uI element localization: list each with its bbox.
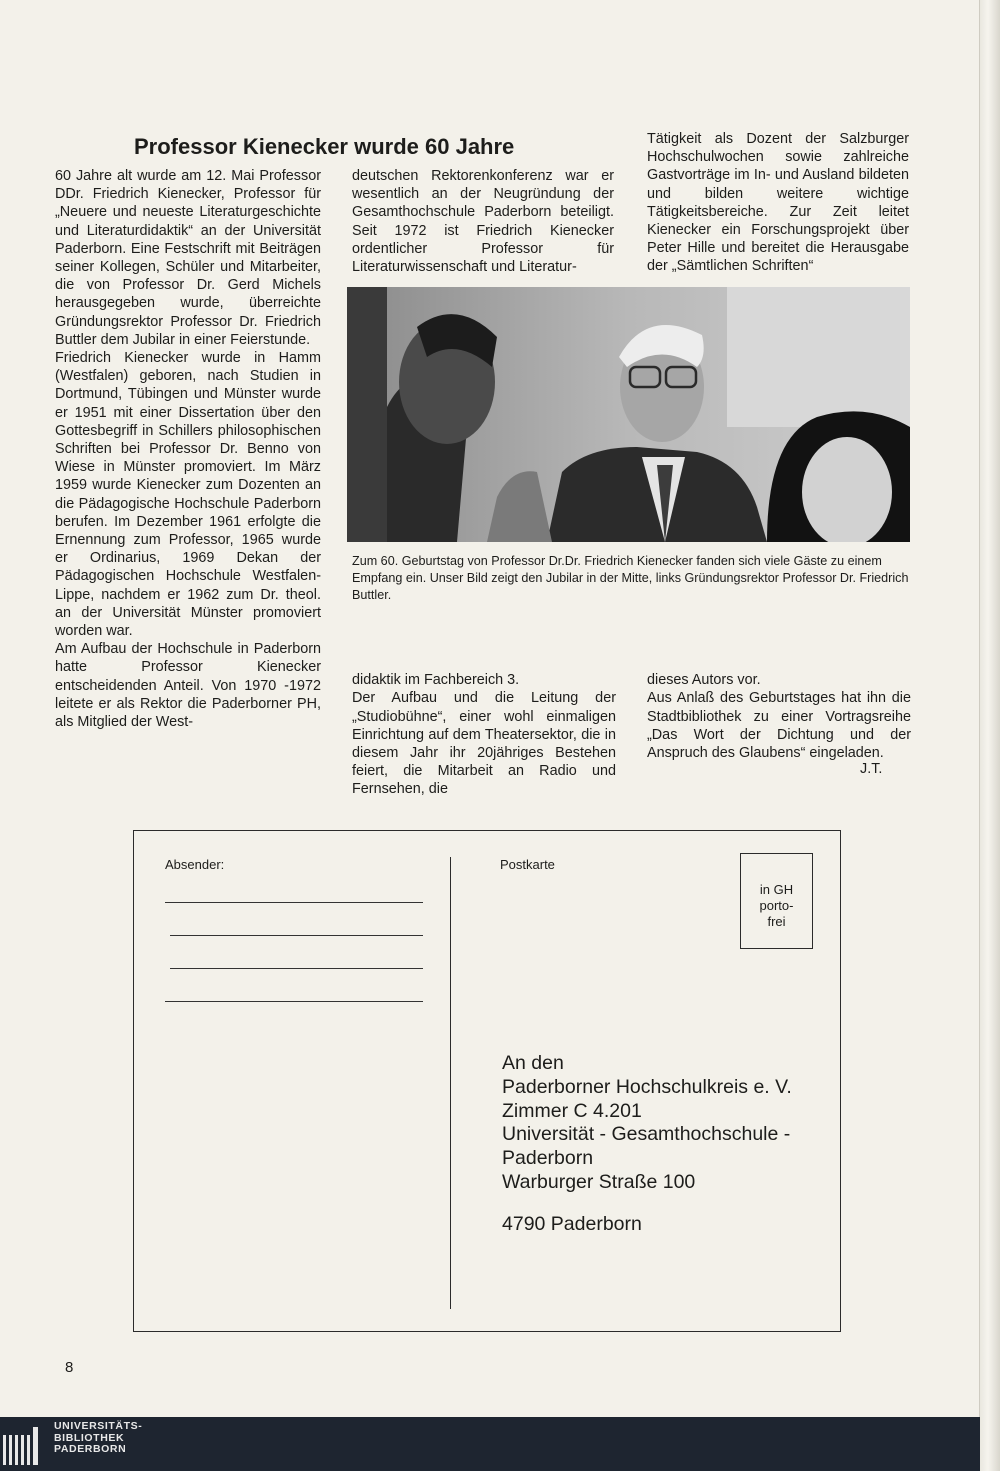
- library-footer-bar: [0, 1417, 980, 1471]
- address-line-5: Paderborn: [502, 1147, 594, 1170]
- page-number: 8: [65, 1359, 74, 1376]
- sender-line-1: [165, 902, 423, 903]
- address-line-6: Warburger Straße 100: [502, 1170, 696, 1193]
- article-column-1: [55, 167, 321, 731]
- photo-illustration: [347, 287, 910, 542]
- recipient-address: [502, 1052, 792, 1237]
- logo-line-2: BIBLIOTHEK: [54, 1431, 125, 1444]
- author-signature: J.T.: [860, 761, 883, 777]
- paragraph-3: Am Aufbau der Hochschule in Paderborn hatte Professor Kienecker entscheidenden Anteil. Von 1970 -1972 leitete er als Rektor die Paderborner PH, als Mitglied der West-: [55, 641, 321, 731]
- paragraph-1: 60 Jahre alt wurde am 12. Mai Professor DDr. Friedrich Kienecker, Professor für „Neuere und neueste Literaturgeschichte und Literaturdidaktik“ an der Universität Paderborn. Eine Festschrift mit Beiträgen seiner Kollegen, Schüler und Mitarbeiter, die von Professor Dr. Gerd Michels herausgegeben wurde, überreichte Gründungsrektor Professor Dr. Friedrich Buttler dem Jubilar in einer Feierstunde.: [55, 168, 321, 348]
- paragraph-col3-bottom: dieses Autors vor. Aus Anlaß des Geburtstages hat ihn die Stadtbibliothek zu einer Vortragsreihe „Das Wort der Dichtung und der Anspruch des Glaubens“ eingeladen.: [647, 672, 911, 762]
- stamp-line-2: porto-: [759, 898, 794, 913]
- event-photo: [347, 287, 910, 542]
- paragraph-col2-top: deutschen Rektorenkonferenz war er wesentlich an der Neugründung der Gesamthochschule Paderborn beteiligt. Seit 1972 ist Friedrich Kienecker ordentlicher Professor für Literaturwissenschaft und Literatur-: [352, 168, 614, 276]
- address-line-2: Paderborner Hochschulkreis e. V.: [502, 1075, 792, 1098]
- address-line-3: Zimmer C 4.201: [502, 1099, 642, 1122]
- stamp-box: [740, 853, 813, 949]
- logo-line-3: PADERBORN: [54, 1443, 127, 1456]
- article-column-2-top: [352, 167, 614, 276]
- stamp-line-1: in GH: [759, 882, 794, 897]
- sender-line-4: [165, 1001, 423, 1002]
- photo-caption: Zum 60. Geburtstag von Professor Dr.Dr. Friedrich Kienecker fanden sich viele Gäste zu einem Empfang ein. Unser Bild zeigt den Jubilar in der Mitte, links Gründungsrektor Professor Dr. Friedrich Buttler.: [352, 554, 909, 602]
- book-spine-edge: [979, 0, 1000, 1471]
- address-line-4: Universität - Gesamthochschule -: [502, 1123, 791, 1146]
- logo-line-1: UNIVERSITÄTS-: [54, 1420, 143, 1432]
- paragraph-col2-bottom: didaktik im Fachbereich 3. Der Aufbau und die Leitung der „Studiobühne“, einer wohl einmaligen Einrichtung auf dem Theatersektor, die in diesem Jahr ihr 20jähriges Bestehen feiert, die Mitarbeit an Radio und Fernsehen, die: [352, 672, 616, 798]
- sender-label: Absender:: [165, 857, 225, 872]
- paragraph-col3-top: Tätigkeit als Dozent der Salzburger Hochschulwochen sowie zahlreiche Gastvorträge im In- und Ausland bildeten und bilden weitere wichtige Tätigkeitsbereiche. Zur Zeit leitet Kienecker ein Forschungsprojekt über Peter Hille und bereitet die Herausgabe der „Sämtlichen Schriften“: [647, 131, 909, 275]
- address-line-1: An den: [502, 1052, 564, 1074]
- article-title: Professor Kienecker wurde 60 Jahre: [134, 134, 515, 159]
- postcard-label: Postkarte: [500, 857, 555, 872]
- postcard-divider: [450, 857, 451, 1309]
- sender-line-2: [170, 935, 423, 936]
- article-column-3-top: [647, 130, 909, 276]
- article-column-2-bottom: [352, 653, 616, 817]
- address-zip-city: 4790 Paderborn: [502, 1212, 642, 1235]
- library-logo-icon: [3, 1423, 47, 1467]
- library-logo-text: [54, 1421, 142, 1456]
- sender-line-3: [170, 968, 423, 969]
- stamp-line-3: frei: [767, 914, 786, 929]
- reply-postcard: [133, 830, 841, 1332]
- paragraph-2: Friedrich Kienecker wurde in Hamm (Westfalen) geboren, nach Studien in Dortmund, Tübingen und Münster wurde er 1951 mit einer Dissertation über den Gottesbegriff in Schillers philosophischen Schriften bei Professor Dr. Benno von Wiese in Münster promoviert. Im März 1959 wurde Kienecker zum Dozenten an die Pädagogische Hochschule Paderborn berufen. Im Dezember 1961 erfolgte die Ernennung zum Professor, 1965 wurde er Ordinarius, 1969 Dekan der Pädagogischen Hochschule Westfalen-Lippe, nachdem er 1962 zum Dr. theol. an der Universität Münster promoviert worden war.: [55, 350, 321, 640]
